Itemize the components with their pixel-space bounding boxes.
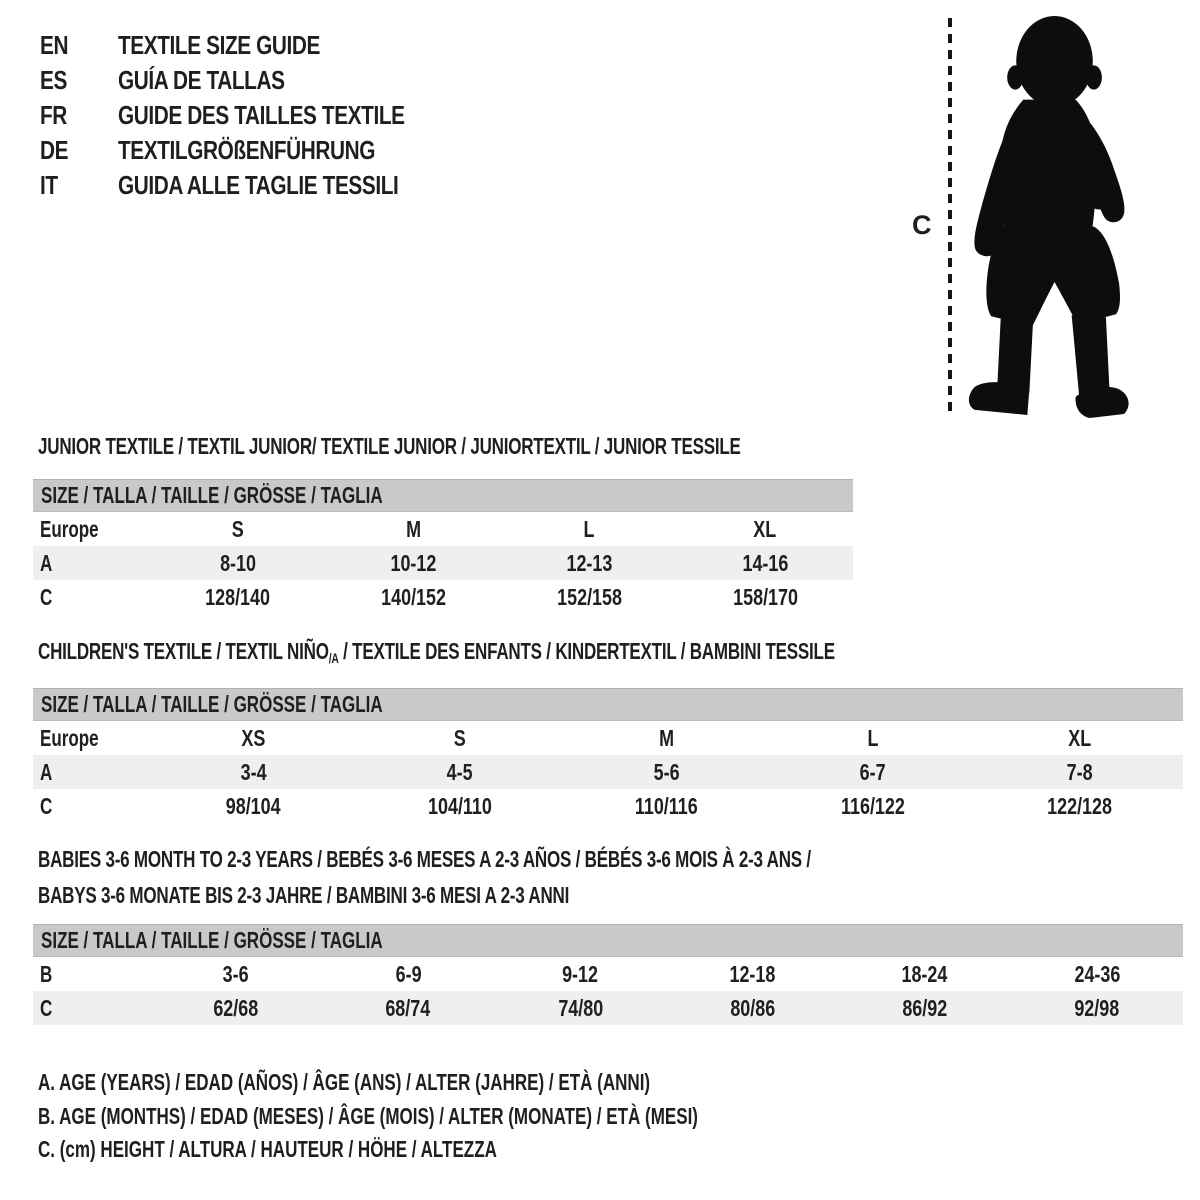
legend-line-b-text: B. AGE (MONTHS) / EDAD (MESES) / ÂGE (MOIS) / ALTER (MONATE) / ETÀ (MESI) (38, 1103, 698, 1129)
size-table-junior-header (33, 479, 853, 512)
row-label-text: Europe (40, 515, 99, 542)
legend-line-a-text: A. AGE (YEARS) / EDAD (AÑOS) / ÂGE (ANS) / ALTER (JAHRE) / ETÀ (ANNI) (38, 1069, 651, 1095)
row-label-cell (33, 995, 150, 1022)
language-label: GUÍA DE TALLAS (118, 65, 285, 95)
value-cell (502, 584, 678, 611)
value-cell-text: 116/122 (841, 792, 906, 819)
value-cell-text: 24-36 (1074, 960, 1120, 987)
legend-line-b (38, 1103, 930, 1129)
value-cell (326, 584, 502, 611)
height-measure-dashed-line (948, 18, 952, 416)
value-cell-text: 110/116 (635, 792, 698, 819)
value-cell (667, 995, 839, 1022)
value-cell (357, 759, 564, 786)
legend-line-c-text: C. (cm) HEIGHT / ALTURA / HAUTEUR / HÖHE / ALTEZZA (38, 1136, 497, 1162)
value-cell-text: 128/140 (205, 583, 271, 610)
value-cell-text: 92/98 (1074, 994, 1120, 1021)
row-label-text: A (40, 549, 53, 576)
size-cell (357, 725, 564, 752)
value-cell-text: 18-24 (901, 960, 948, 987)
value-cell-text: 68/74 (385, 994, 431, 1021)
value-cell (150, 550, 326, 577)
value-cell (1011, 961, 1183, 988)
language-code-text: IT (40, 170, 58, 200)
size-cell-text: S (231, 515, 244, 542)
value-cell-text: 152/158 (556, 583, 622, 610)
language-code-text: ES (40, 65, 67, 95)
value-cell-text: 74/80 (557, 994, 603, 1021)
value-cell-text: 140/152 (381, 583, 447, 610)
value-cell (1011, 995, 1183, 1022)
value-cell (770, 759, 977, 786)
value-cell (677, 550, 853, 577)
row-label-cell (33, 725, 150, 752)
value-cell (976, 759, 1183, 786)
language-code-text: DE (40, 135, 69, 165)
value-cell (150, 961, 322, 988)
size-table-children (33, 688, 1183, 823)
value-cell (502, 550, 678, 577)
table-row-height-cm (33, 789, 1183, 823)
language-code-text: FR (40, 100, 67, 130)
value-cell-text: 14-16 (742, 549, 789, 576)
value-cell-text: 6-7 (860, 758, 887, 785)
language-label: GUIDA ALLE TAGLIE TESSILI (118, 170, 399, 200)
size-table-junior (33, 479, 853, 614)
size-table-children-header (33, 688, 1183, 721)
row-label-cell (33, 793, 150, 820)
table-row-europe (33, 721, 1183, 755)
value-cell (839, 995, 1011, 1022)
language-row-de (40, 133, 476, 168)
value-cell (150, 793, 357, 820)
toddler-silhouette-icon (962, 13, 1140, 421)
height-measure-c-label: C (912, 210, 932, 240)
value-cell-text: 7-8 (1066, 758, 1093, 785)
size-cell (563, 725, 770, 752)
children-title-sub: /A (328, 650, 339, 666)
size-cell-text: XL (1068, 724, 1092, 751)
babies-section-title-line2-text: BABYS 3-6 MONATE BIS 2-3 JAHRE / BAMBINI 3-6 MESI A 2-3 ANNI (38, 882, 570, 908)
junior-section-title (38, 433, 988, 460)
value-cell (494, 995, 666, 1022)
value-cell (667, 961, 839, 988)
size-cell-text: L (583, 515, 595, 542)
language-code-text: EN (40, 30, 69, 60)
value-cell-text: 98/104 (225, 792, 281, 819)
value-cell-text: 6-9 (395, 960, 422, 987)
value-cell-text: 12-13 (566, 549, 613, 576)
children-section-title-text (38, 638, 835, 668)
value-cell (677, 584, 853, 611)
babies-section-title-line2 (38, 882, 756, 909)
value-cell (494, 961, 666, 988)
language-code (40, 30, 118, 61)
value-cell (150, 759, 357, 786)
language-code (40, 65, 118, 96)
value-cell (150, 995, 322, 1022)
value-cell (563, 793, 770, 820)
language-row-it (40, 168, 476, 203)
row-label-text: C (40, 994, 53, 1021)
size-cell (150, 516, 326, 543)
row-label-cell (33, 516, 150, 543)
language-label: TEXTILE SIZE GUIDE (118, 30, 320, 60)
value-cell-text: 80/86 (730, 994, 776, 1021)
value-cell (563, 759, 770, 786)
value-cell (976, 793, 1183, 820)
legend-line-c (38, 1136, 658, 1162)
size-cell (770, 725, 977, 752)
value-cell-text: 8-10 (219, 549, 256, 576)
size-cell (502, 516, 678, 543)
value-cell (839, 961, 1011, 988)
value-cell (322, 961, 494, 988)
value-cell (150, 584, 326, 611)
row-label-text: B (40, 960, 53, 987)
language-list (40, 28, 476, 203)
babies-section-title-line1-text: BABIES 3-6 MONTH TO 2-3 YEARS / BEBÉS 3-6 MESES A 2-3 AÑOS / BÉBÉS 3-6 MOIS À 2-3 ANS / (38, 846, 811, 872)
table-row-age-months (33, 957, 1183, 991)
value-cell (322, 995, 494, 1022)
value-cell-text: 12-18 (729, 960, 776, 987)
value-cell-text: 158/170 (732, 583, 798, 610)
table-row-age-years (33, 755, 1183, 789)
language-code (40, 100, 118, 131)
size-table-junior-header-text: SIZE / TALLA / TAILLE / GRÖSSE / TAGLIA (41, 482, 383, 508)
row-label-text: A (40, 758, 53, 785)
size-cell-text: XS (241, 724, 266, 751)
table-row-age-years (33, 546, 853, 580)
children-title-post: / TEXTILE DES ENFANTS / KINDERTEXTIL / BAMBINI TESSILE (338, 638, 835, 664)
language-row-en (40, 28, 476, 63)
language-label: TEXTILGRÖßENFÜHRUNG (118, 135, 376, 165)
value-cell-text: 5-6 (653, 758, 680, 785)
size-table-babies (33, 924, 1183, 1025)
language-row-fr (40, 98, 476, 133)
row-label-cell (33, 759, 150, 786)
size-table-babies-header (33, 924, 1183, 957)
language-code (40, 135, 118, 166)
language-label: GUIDE DES TAILLES TEXTILE (118, 100, 405, 130)
value-cell-text: 9-12 (562, 960, 599, 987)
table-row-europe (33, 512, 853, 546)
children-section-title (38, 638, 1115, 668)
language-row-es (40, 63, 476, 98)
value-cell-text: 62/68 (213, 994, 259, 1021)
babies-section-title-line1 (38, 846, 1083, 873)
junior-section-title-text: JUNIOR TEXTILE / TEXTIL JUNIOR/ TEXTILE JUNIOR / JUNIORTEXTIL / JUNIOR TESSILE (38, 433, 741, 459)
size-cell (326, 516, 502, 543)
size-cell-text: M (406, 515, 422, 542)
row-label-text: C (40, 583, 53, 610)
value-cell-text: 3-4 (240, 758, 267, 785)
value-cell-text: 4-5 (446, 758, 473, 785)
value-cell-text: 86/92 (902, 994, 948, 1021)
table-row-height-cm (33, 991, 1183, 1025)
size-table-children-header-text: SIZE / TALLA / TAILLE / GRÖSSE / TAGLIA (41, 691, 383, 717)
size-cell (150, 725, 357, 752)
value-cell-text: 3-6 (223, 960, 250, 987)
value-cell-text: 104/110 (427, 792, 492, 819)
value-cell-text: 10-12 (390, 549, 437, 576)
size-cell-text: M (658, 724, 674, 751)
size-cell-text: L (867, 724, 879, 751)
language-code (40, 170, 118, 201)
size-cell-text: XL (753, 515, 777, 542)
table-row-height-cm (33, 580, 853, 614)
children-title-pre: CHILDREN'S TEXTILE / TEXTIL NIÑO (38, 638, 329, 664)
row-label-cell (33, 584, 150, 611)
row-label-cell (33, 961, 150, 988)
row-label-text: Europe (40, 724, 99, 751)
size-cell (677, 516, 853, 543)
value-cell (357, 793, 564, 820)
size-table-babies-header-text: SIZE / TALLA / TAILLE / GRÖSSE / TAGLIA (41, 927, 383, 953)
value-cell (770, 793, 977, 820)
size-cell (976, 725, 1183, 752)
size-cell-text: S (453, 724, 466, 751)
value-cell (326, 550, 502, 577)
row-label-cell (33, 550, 150, 577)
value-cell-text: 122/128 (1047, 792, 1113, 819)
legend-line-a (38, 1069, 865, 1095)
row-label-text: C (40, 792, 53, 819)
